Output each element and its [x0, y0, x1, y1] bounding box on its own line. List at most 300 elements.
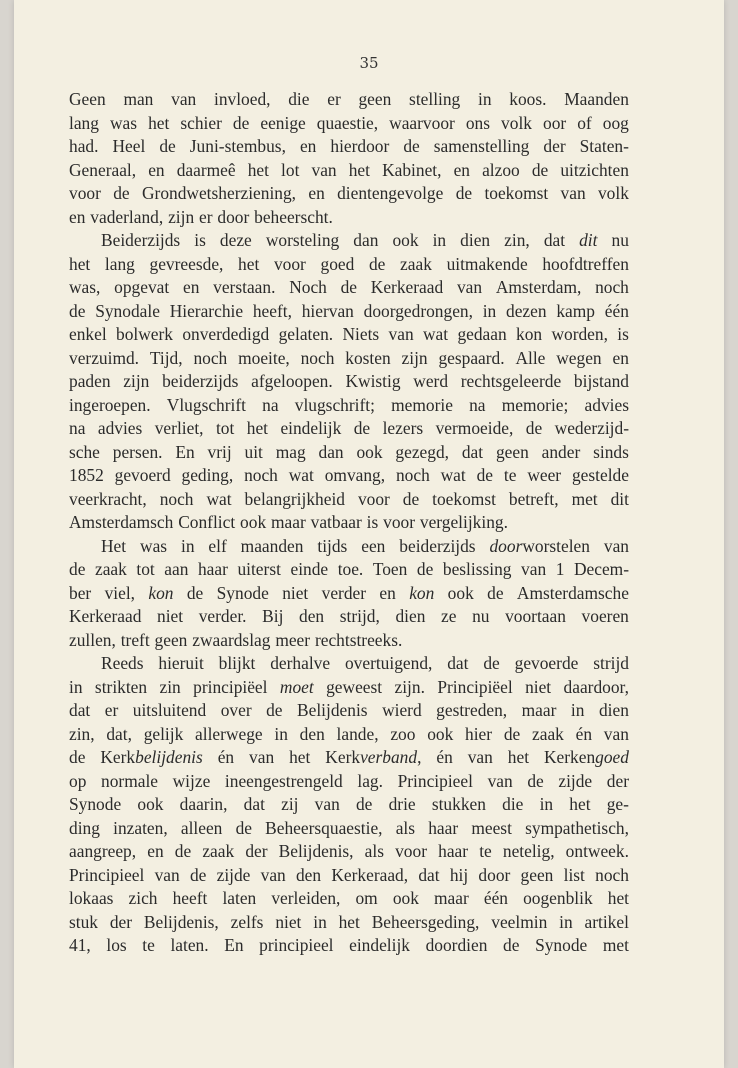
word: stelling: [409, 89, 461, 109]
word: werd: [413, 371, 449, 391]
word: wegen: [556, 347, 602, 368]
text-line: [69, 911, 629, 935]
word: der: [606, 770, 629, 791]
word: gelaten.: [278, 324, 334, 344]
word: er: [199, 206, 213, 227]
word: Kerkengoed: [543, 747, 629, 767]
word: gevoerd: [114, 465, 171, 485]
word: tijds: [317, 535, 348, 556]
word: overtuigend,: [344, 653, 433, 673]
word: de: [455, 183, 473, 203]
word: zijde: [216, 864, 251, 885]
word: eenige: [260, 112, 306, 133]
word: zijn: [401, 347, 428, 368]
word: Vlugschrift: [166, 394, 246, 415]
word: met: [602, 935, 629, 955]
word: meest: [471, 817, 512, 838]
word: Grondwetsherziening,: [141, 183, 297, 203]
word: drie: [388, 794, 416, 814]
word: opgevat: [114, 277, 170, 297]
word: geding,: [181, 465, 234, 485]
word: het: [246, 418, 268, 438]
text-line: [69, 417, 629, 441]
word: voor: [273, 253, 306, 274]
word: Beheersgeding,: [371, 911, 480, 932]
text-line: [69, 300, 629, 324]
word: nu: [611, 230, 629, 250]
word: advies: [584, 394, 629, 415]
word: de: [235, 817, 252, 838]
word: te: [503, 465, 517, 485]
word: mag: [275, 441, 306, 462]
word: het: [607, 888, 629, 908]
word: het: [338, 911, 360, 932]
word: Synode: [216, 582, 269, 603]
word: schier: [180, 112, 222, 133]
text-line: [69, 394, 629, 418]
word: rechtstreeks.: [314, 629, 403, 650]
word: in: [570, 700, 585, 720]
word: van: [560, 183, 586, 203]
word: persen.: [112, 441, 163, 462]
word: hoofdtreffen: [542, 253, 629, 274]
word: Kerkeraad,: [331, 864, 409, 885]
word: principiëel: [193, 676, 268, 697]
word: 1: [555, 559, 565, 579]
word: in: [482, 300, 497, 321]
word: het: [289, 747, 311, 767]
word: Niets: [342, 324, 380, 344]
word: als: [395, 817, 416, 838]
word: te: [142, 935, 155, 955]
word: uitzichten: [560, 159, 629, 180]
word: daarmeê: [176, 159, 236, 180]
word: den: [299, 606, 325, 626]
word: ons: [465, 112, 491, 133]
text-line: [69, 535, 629, 559]
word: van: [521, 559, 547, 579]
word: elf: [208, 535, 227, 556]
word: één: [604, 300, 629, 321]
word: na: [469, 394, 486, 415]
word: lande,: [336, 723, 379, 744]
word: der: [543, 136, 566, 156]
word: verleiden,: [271, 888, 341, 908]
text-line: [69, 159, 629, 183]
word: man: [123, 89, 154, 109]
word: verzuimd.: [69, 347, 140, 368]
word: Principiëel: [437, 676, 513, 697]
text-line: [69, 206, 629, 230]
word: tot: [136, 559, 155, 579]
word: zin,: [69, 723, 95, 744]
word: memorie: [391, 394, 453, 415]
word: Belijdenis: [297, 700, 368, 720]
text-line: [69, 629, 629, 653]
text-line: [69, 582, 629, 606]
word: het: [569, 794, 591, 814]
word: afgeloopen.: [251, 371, 333, 391]
word: vergelijking.: [419, 512, 508, 532]
word: strijd,: [339, 606, 380, 626]
word: sche: [69, 441, 100, 462]
word: dientengevolge: [337, 183, 444, 203]
word: derhalve: [270, 653, 331, 673]
page-number: 35: [359, 54, 379, 72]
word: Conflict: [178, 512, 236, 532]
word: Noch: [289, 277, 327, 297]
word: lezers: [382, 418, 424, 438]
word: ingeroepen.: [69, 394, 151, 415]
word: beslissing: [442, 559, 512, 579]
word: lot: [281, 159, 300, 180]
word: niet: [157, 606, 184, 626]
word: moeite,: [238, 347, 290, 368]
word: haar: [197, 559, 228, 579]
text-line: [69, 347, 629, 371]
word: maar: [521, 700, 557, 720]
text-line: [69, 699, 629, 723]
text-line: [69, 441, 629, 465]
word: een: [361, 535, 386, 556]
word: weer: [527, 465, 562, 485]
word: dat: [447, 653, 469, 673]
text-line: [69, 182, 629, 206]
word: treft: [120, 629, 150, 650]
word: einde: [290, 559, 329, 579]
word: over: [220, 700, 252, 720]
paragraph: [69, 652, 629, 958]
word: zich: [128, 888, 158, 908]
word: ontweek.: [565, 841, 629, 861]
word: zaak: [202, 841, 235, 861]
word: gespaard.: [438, 347, 505, 368]
word: goed: [320, 253, 355, 274]
text-line: [69, 817, 629, 841]
word: zullen,: [69, 629, 116, 650]
word: ook: [392, 230, 419, 250]
word: moet: [279, 676, 314, 697]
word: hiervan: [301, 300, 354, 321]
word: ook: [392, 888, 419, 908]
text-line: [69, 323, 629, 347]
word: zin: [159, 676, 181, 697]
word: Heel: [112, 136, 146, 156]
word: toekomst: [484, 183, 549, 203]
text-line: [69, 770, 629, 794]
word: én: [436, 747, 453, 767]
text-line: [69, 253, 629, 277]
word: oor: [543, 112, 567, 133]
text-line: [69, 676, 629, 700]
word: de: [186, 582, 204, 603]
word: niet: [275, 911, 302, 932]
word: door: [217, 206, 250, 227]
word: verstaan.: [213, 277, 276, 297]
word: er: [104, 700, 119, 720]
word: wat: [206, 488, 232, 509]
word: waarvoor: [389, 112, 455, 133]
word: de: [487, 582, 504, 603]
word: én: [575, 723, 593, 744]
word: haar: [428, 817, 459, 838]
word: aangreep,: [69, 841, 137, 861]
word: Synodale: [95, 300, 160, 321]
word: geen: [358, 89, 392, 109]
word: van: [154, 864, 180, 885]
word: Amsterdamsche: [516, 582, 629, 603]
word: noch: [193, 347, 228, 368]
word: Alle: [515, 347, 546, 368]
word: verder: [321, 582, 367, 603]
word: zijn.: [394, 676, 425, 697]
text-line: [69, 864, 629, 888]
word: in: [69, 676, 83, 697]
word: netelig,: [502, 841, 555, 861]
word: nu: [472, 606, 490, 626]
text-line: [69, 652, 629, 676]
word: de: [232, 112, 250, 133]
word: Tijd,: [149, 347, 183, 368]
word: het: [507, 747, 530, 767]
word: ook: [356, 441, 383, 462]
word: voor: [357, 488, 390, 509]
word: Staten-: [579, 136, 629, 156]
word: doorworstelen: [489, 535, 590, 556]
word: enkel: [69, 324, 107, 344]
paragraph: [69, 535, 629, 653]
word: de: [483, 653, 500, 673]
word: strijd: [593, 653, 629, 673]
word: zij: [281, 794, 299, 814]
word: dat: [69, 700, 91, 720]
word: Toen: [372, 559, 408, 579]
word: van: [249, 747, 275, 767]
word: de: [69, 747, 86, 767]
word: was,: [69, 277, 101, 297]
word: alzoo: [482, 159, 520, 180]
word: Maanden: [564, 89, 629, 109]
word: zwaardslag: [192, 629, 271, 650]
word: zelfs: [230, 911, 264, 932]
word: op: [69, 770, 87, 791]
word: maar: [434, 888, 469, 908]
word: stukken: [431, 794, 486, 814]
word: ineengestrengeld: [224, 770, 343, 791]
word: dien: [598, 700, 629, 720]
word: voor: [383, 512, 416, 532]
word: dien: [395, 606, 426, 626]
text-line: [69, 793, 629, 817]
word: ook: [240, 512, 267, 532]
word: invloed,: [213, 89, 271, 109]
word: vatbaar: [310, 512, 362, 532]
word: de: [503, 723, 521, 744]
word: wierd: [382, 700, 422, 720]
paragraph: [69, 229, 629, 535]
word: gelijk: [143, 723, 184, 744]
word: het: [69, 253, 91, 274]
word: gezegd,: [395, 441, 450, 462]
word: Kabinet,: [382, 159, 442, 180]
word: van: [456, 277, 483, 297]
word: 1852: [69, 465, 104, 485]
word: allerwege: [195, 723, 263, 744]
word: sympathetisch,: [525, 817, 629, 838]
word: wederzijd-: [554, 418, 629, 438]
word: dit: [579, 230, 598, 250]
word: tot: [215, 418, 235, 438]
word: kosten: [345, 347, 391, 368]
word: blijkt: [218, 653, 256, 673]
word: Amsterdam,: [495, 277, 582, 297]
word: Kerkeraad: [370, 277, 444, 297]
word: wat: [288, 465, 314, 485]
word: vlugschrift;: [294, 394, 375, 415]
word: vrij: [207, 441, 232, 462]
word: met: [571, 488, 598, 509]
paragraph: [69, 88, 629, 229]
word: vermoeide,: [435, 418, 514, 438]
word: het: [148, 112, 170, 133]
word: zaak: [94, 559, 127, 579]
word: Generaal,: [69, 159, 137, 180]
word: uiterst: [237, 559, 281, 579]
word: in: [180, 535, 195, 556]
word: de: [266, 700, 283, 720]
word: verliet,: [154, 418, 204, 438]
word: na: [262, 394, 279, 415]
word: der: [109, 911, 133, 932]
word: der: [245, 841, 268, 861]
word: lokaas: [69, 888, 114, 908]
word: normale: [101, 770, 158, 791]
word: als: [364, 841, 384, 861]
word: voortaan: [505, 606, 566, 626]
word: volk: [597, 183, 629, 203]
word: de: [113, 183, 130, 203]
word: zin,: [504, 230, 530, 250]
word: deze: [219, 230, 252, 250]
text-line: [69, 229, 629, 253]
word: laten.: [170, 935, 209, 955]
text-line: [69, 370, 629, 394]
word: laten: [222, 888, 257, 908]
word: En: [224, 935, 244, 955]
word: Het: [101, 535, 127, 556]
word: verder.: [198, 606, 247, 626]
word: in: [432, 230, 447, 250]
word: advies: [97, 418, 143, 438]
word: uit: [244, 441, 263, 462]
word: noch: [300, 347, 335, 368]
word: had.: [69, 136, 99, 156]
word: dit: [610, 488, 629, 509]
word: zijn: [168, 206, 195, 227]
word: Belijdenis,: [278, 841, 354, 861]
word: gestreden,: [436, 700, 508, 720]
word: rechtsgeleerde: [460, 371, 562, 391]
text-line: [69, 511, 629, 535]
word: Beheersquaestie,: [265, 817, 383, 838]
word: volk: [501, 112, 532, 133]
word: stuk: [69, 911, 98, 932]
word: daarin,: [179, 794, 228, 814]
word: die: [502, 794, 524, 814]
word: samenstelling: [433, 136, 530, 156]
word: voeren: [581, 606, 629, 626]
word: van: [311, 159, 337, 180]
word: lag.: [357, 770, 383, 791]
word: toe.: [337, 559, 364, 579]
word: ding: [69, 817, 100, 838]
word: in: [274, 723, 288, 744]
word: te: [479, 841, 492, 861]
word: het: [247, 159, 269, 180]
word: Principieel: [69, 864, 145, 885]
word: en: [182, 277, 200, 297]
word: bolwerk: [116, 324, 173, 344]
word: geen: [520, 864, 554, 885]
word: onverdedigd: [182, 324, 270, 344]
word: en: [147, 841, 164, 861]
word: van: [467, 747, 493, 767]
text-line: [69, 88, 629, 112]
word: niet: [282, 582, 309, 603]
word: omvang,: [324, 465, 386, 485]
word: kon: [516, 324, 543, 344]
word: is: [366, 512, 379, 532]
word: het: [348, 159, 370, 180]
word: voor: [395, 841, 427, 861]
word: kamp: [556, 300, 595, 321]
text-line: [69, 558, 629, 582]
word: maanden: [240, 535, 304, 556]
word: Decem-: [573, 559, 629, 579]
word: zoo: [390, 723, 416, 744]
book-page: [14, 0, 724, 1068]
word: Amsterdamsch: [69, 512, 174, 532]
word: één: [483, 888, 508, 908]
word: de: [355, 794, 373, 814]
word: de: [189, 864, 207, 885]
word: was: [140, 535, 168, 556]
word: maar: [271, 512, 306, 532]
word: En: [175, 441, 195, 462]
word: Kerkbelijdenis: [100, 747, 203, 767]
word: geen: [154, 629, 188, 650]
text-line: [69, 746, 629, 770]
word: de: [403, 136, 420, 156]
word: en: [453, 159, 470, 180]
word: de: [416, 559, 434, 579]
word: 41,: [69, 935, 91, 955]
word: doordien: [425, 935, 488, 955]
word: noch: [595, 277, 629, 297]
word: veelmin: [491, 911, 548, 932]
word: ook: [447, 582, 474, 603]
word: meer: [275, 629, 311, 650]
word: gestelde: [571, 465, 629, 485]
word: noch: [595, 864, 629, 885]
word: van: [171, 89, 197, 109]
word: list: [563, 864, 585, 885]
word: is: [194, 230, 206, 250]
word: Synode: [69, 794, 122, 814]
word: en: [612, 347, 629, 368]
word: alleen: [180, 817, 223, 838]
word: zaak: [400, 253, 432, 274]
